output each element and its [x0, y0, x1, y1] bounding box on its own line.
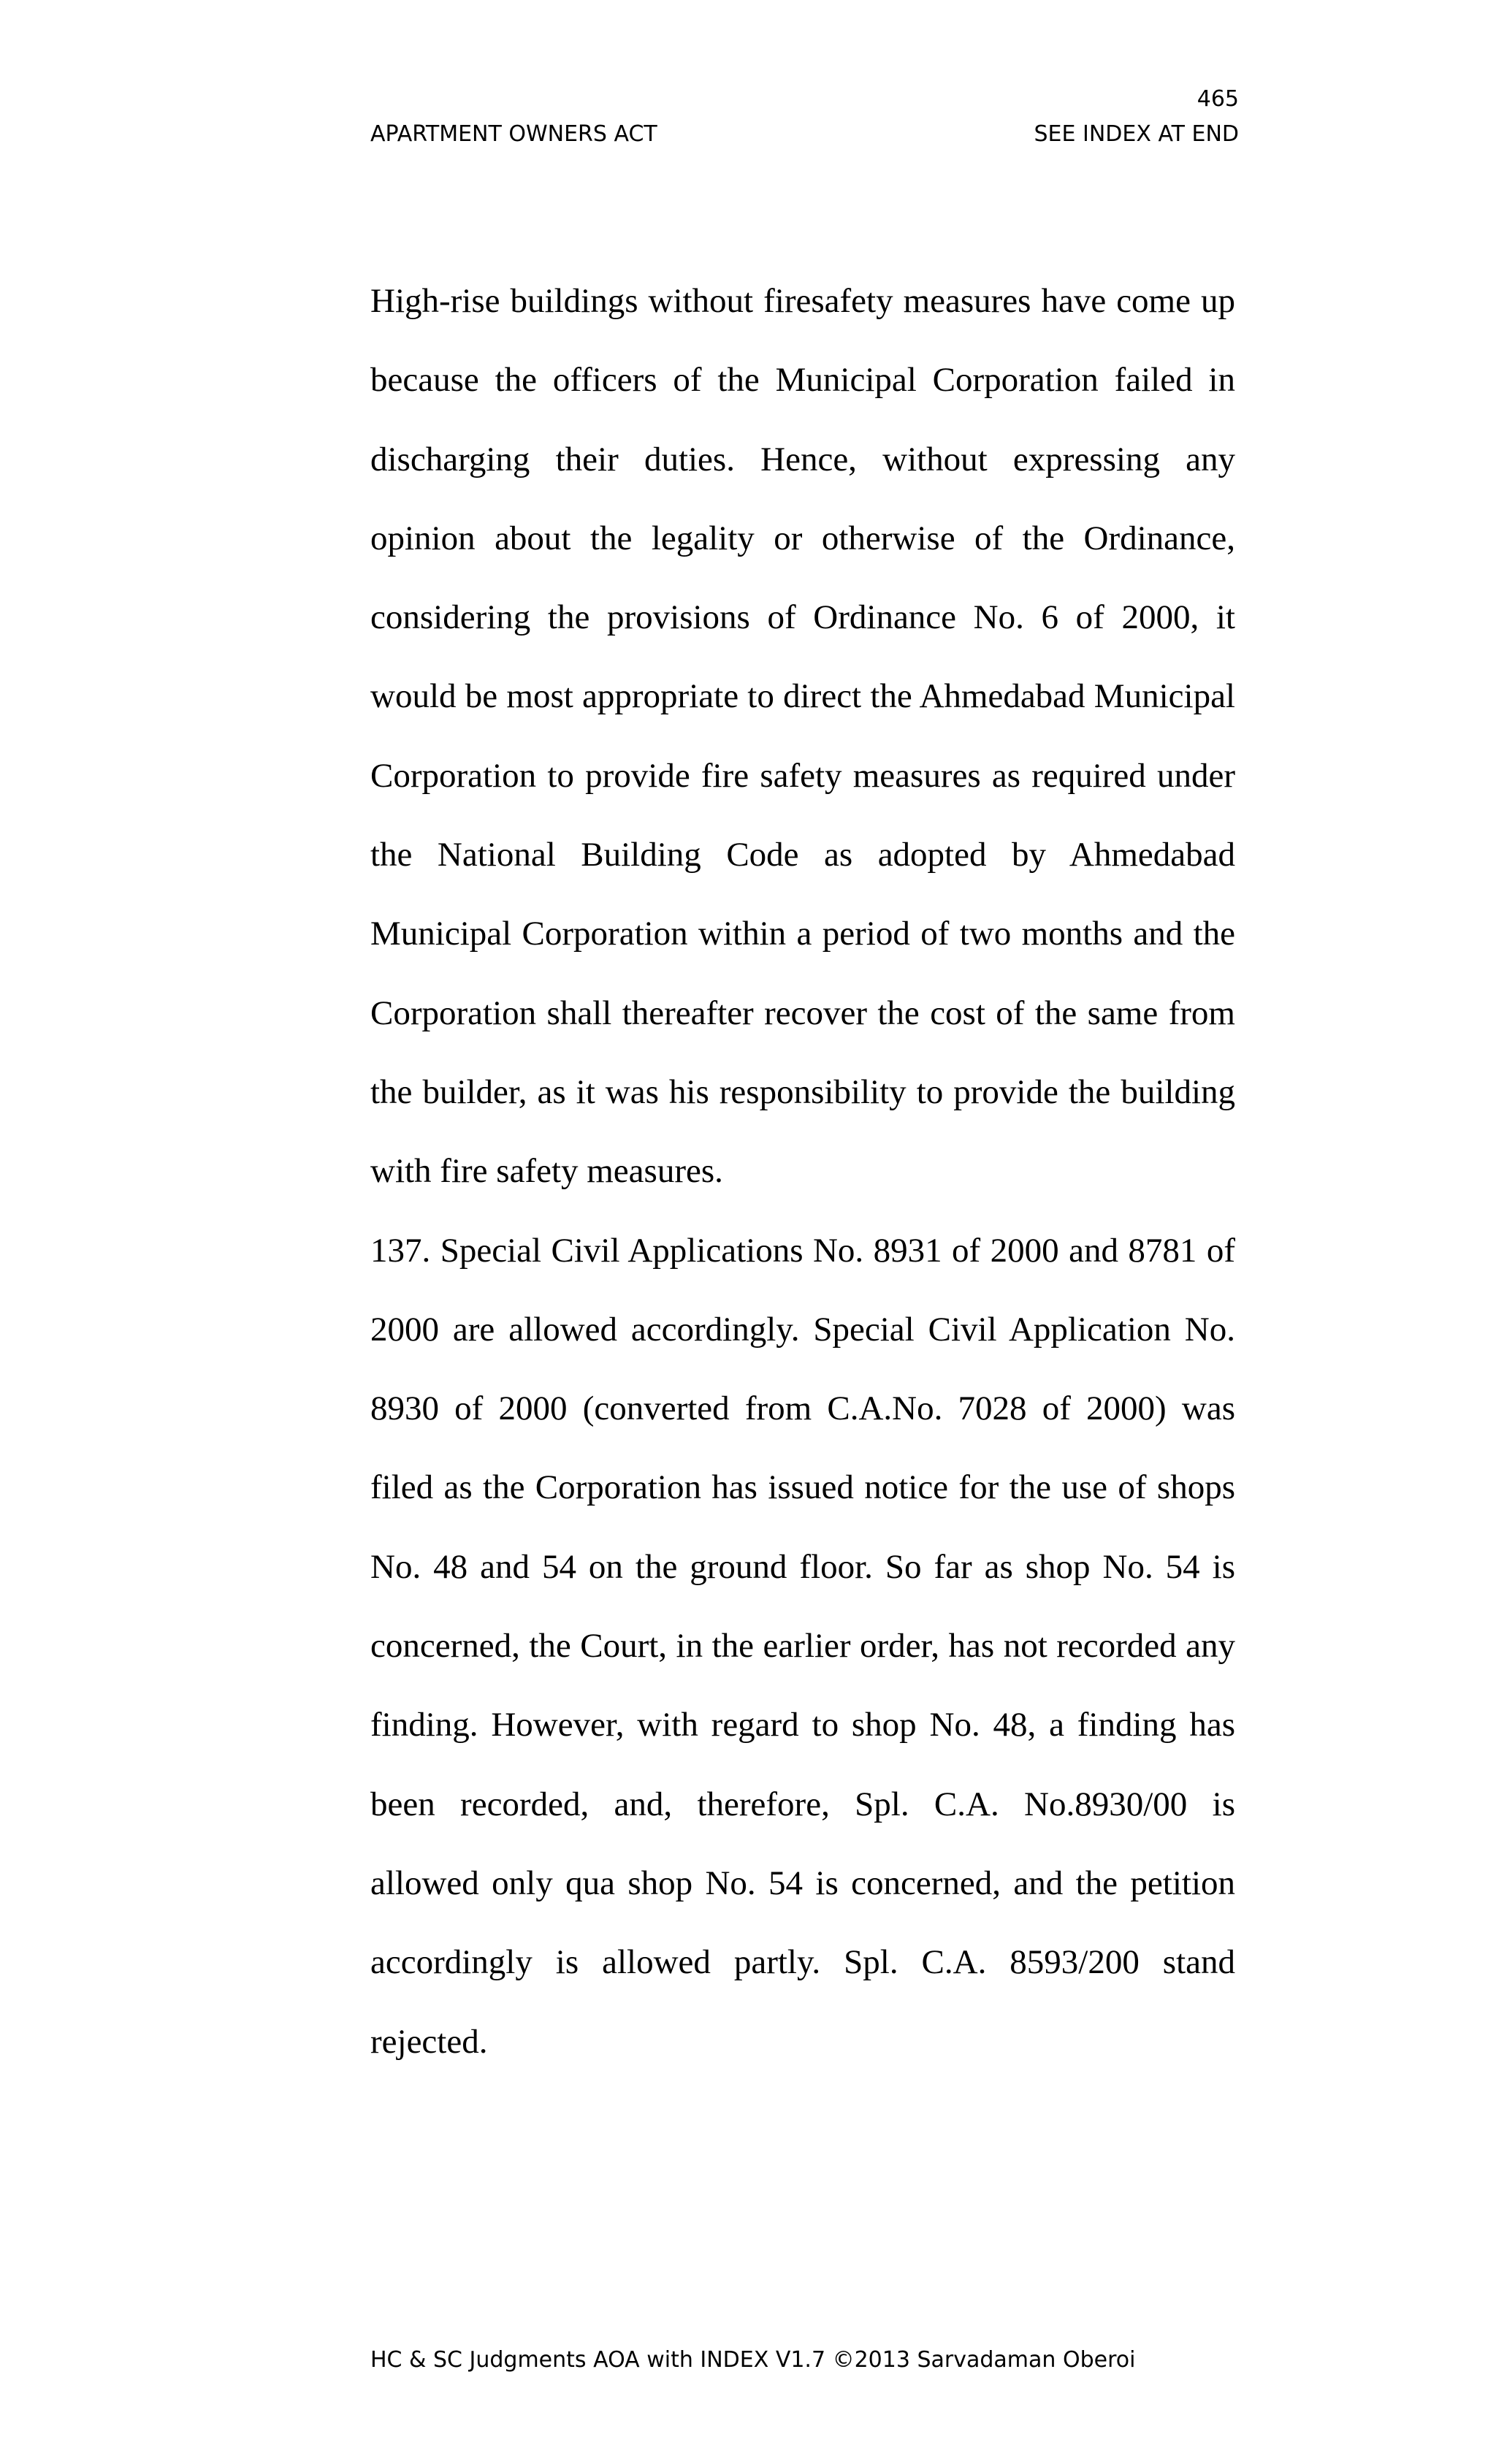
page-footer: HC & SC Judgments AOA with INDEX V1.7 ©2013 Sarvadaman Oberoi: [370, 2347, 1136, 2373]
running-header-index-note: SEE INDEX AT END: [1034, 121, 1239, 147]
running-header-title: APARTMENT OWNERS ACT: [370, 121, 657, 147]
document-body: [370, 262, 1235, 2081]
page-number: 465: [1197, 86, 1239, 112]
body-paragraph: High-rise buildings without firesafety measures have come up because the officers of the Municipal Corporation failed in discharging their duties. Hence, without expressing any opinion about the legality or otherwise of the Ordinance, considering the provisions of Ordinance No. 6 of 2000, it would be most appropriate to direct the Ahmedabad Municipal Corporation to provide fire safety measures as required under the National Building Code as adopted by Ahmedabad Municipal Corporation within a period of two months and the Corporation shall thereafter recover the cost of the same from the builder, as it was his responsibility to provide the building with fire safety measures.: [370, 282, 1235, 1191]
body-paragraph-137: 137. Special Civil Applications No. 8931 of 2000 and 8781 of 2000 are allowed accordingly. Special Civil Application No. 8930 of 2000 (converted from C.A.No. 7028 of 2000) was filed as the Corporation has issued notice for the use of shops No. 48 and 54 on the ground floor. So far as shop No. 54 is concerned, the Court, in the earlier order, has not recorded any finding. However, with regard to shop No. 48, a finding has been recorded, and, therefore, Spl. C.A. No.8930/00 is allowed only qua shop No. 54 is concerned, and the petition accordingly is allowed partly. Spl. C.A. 8593/200 stand rejected.: [370, 1231, 1235, 2061]
